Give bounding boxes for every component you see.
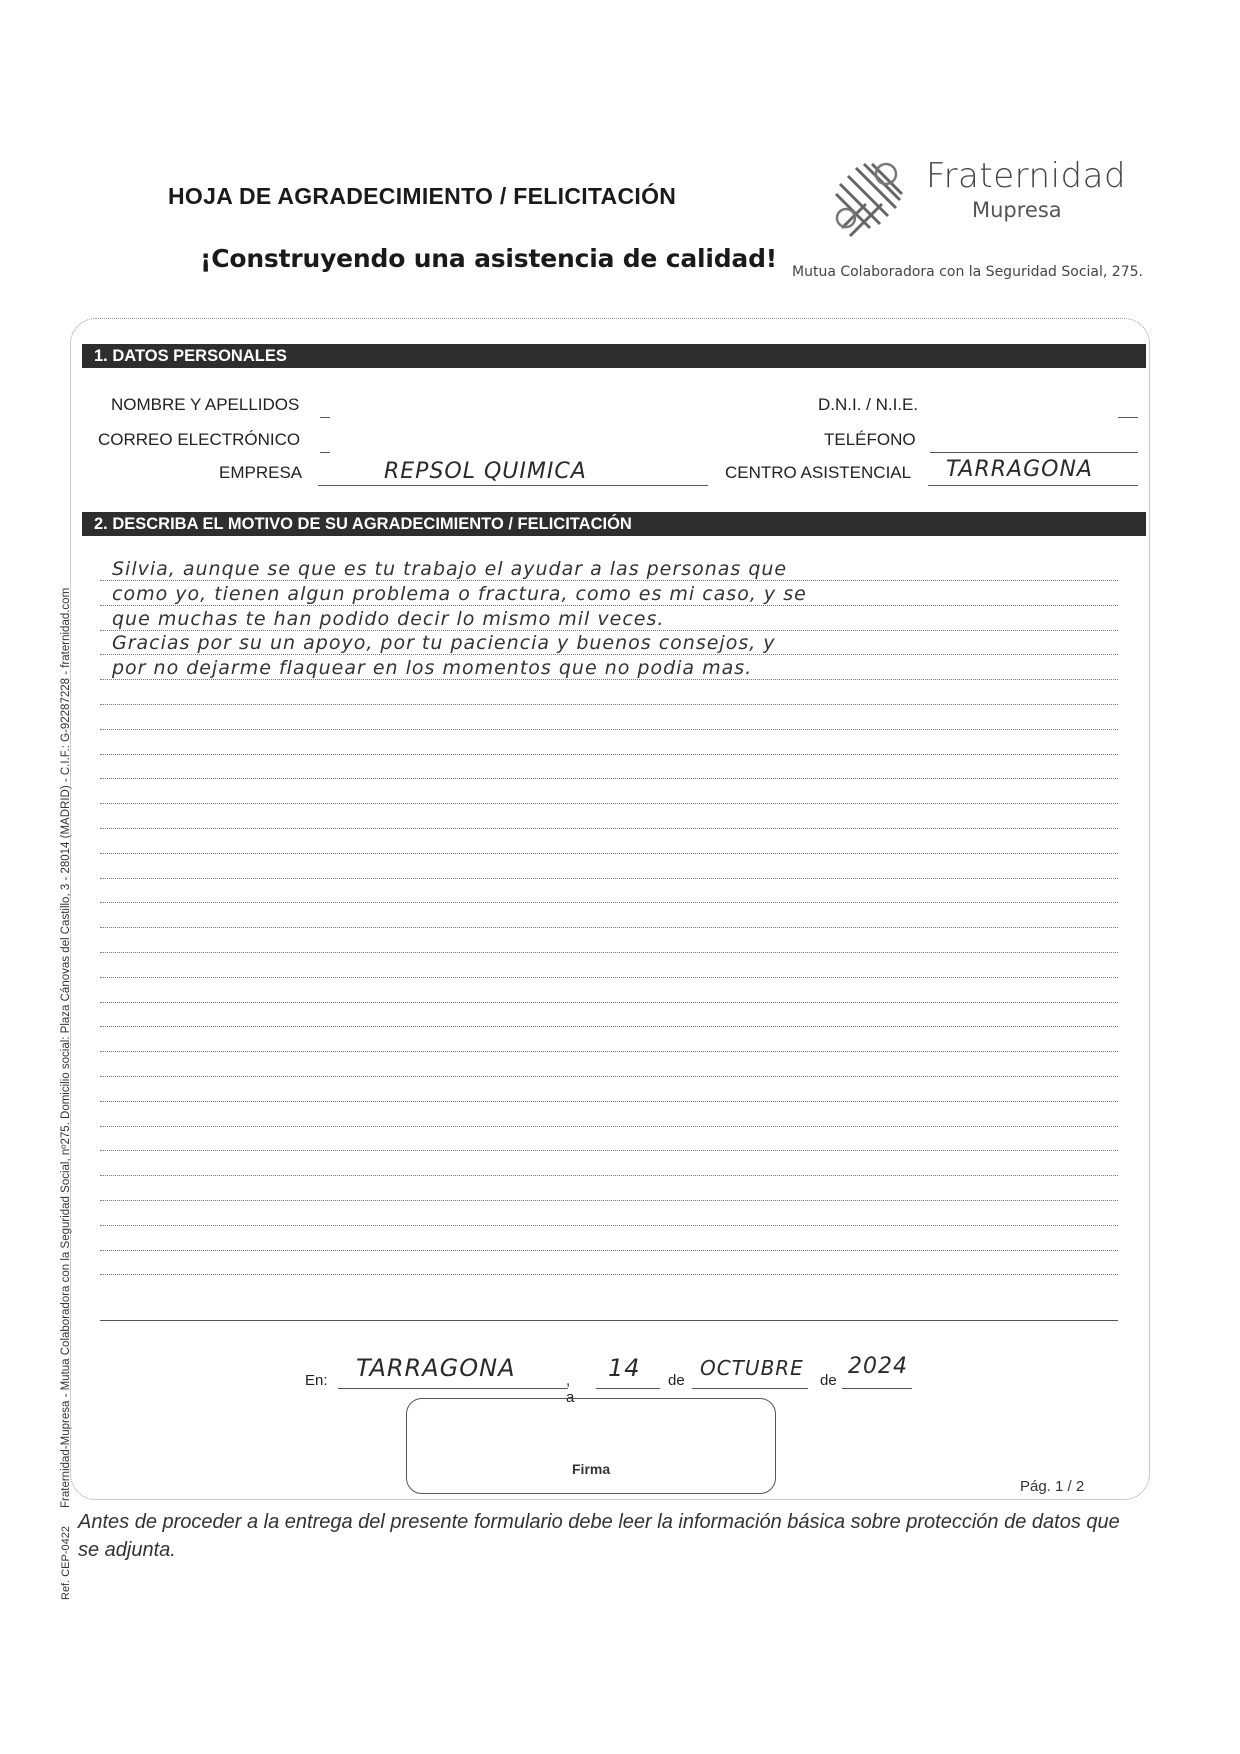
empresa-field[interactable] (318, 459, 708, 486)
page-number: Pág. 1 / 2 (1020, 1478, 1085, 1495)
ruled-line (100, 1051, 1118, 1052)
signature-box[interactable] (406, 1398, 776, 1494)
de1-label: de (668, 1372, 685, 1389)
day-value: 14 (608, 1354, 641, 1382)
handwritten-line: Gracias por su un apoyo, por tu paciencia y buenos consejos, y (112, 632, 776, 655)
ruled-line (100, 1200, 1118, 1201)
centro-field[interactable] (928, 457, 1138, 486)
telefono-field[interactable] (930, 430, 1138, 453)
logo-subname: Mupresa (972, 198, 1062, 222)
dni-label: D.N.I. / N.I.E. (818, 395, 919, 414)
ruled-line (100, 654, 1118, 655)
section2-heading: 2. DESCRIBA EL MOTIVO DE SU AGRADECIMIENTO / FELICITACIÓN (82, 512, 1146, 536)
ruled-line (100, 1225, 1118, 1226)
ruled-line (100, 902, 1118, 903)
form-title: HOJA DE AGRADECIMIENTO / FELICITACIÓN (168, 183, 677, 209)
dni-field[interactable] (1118, 395, 1138, 418)
ruled-line (100, 704, 1118, 705)
ruled-line (100, 1026, 1118, 1027)
ruled-line (100, 828, 1118, 829)
correo-field[interactable] (320, 430, 330, 453)
correo-label: CORREO ELECTRÓNICO (98, 430, 301, 449)
a-label: , a (566, 1372, 575, 1406)
handwritten-line: Silvia, aunque se que es tu trabajo el ayudar a las personas que (112, 558, 788, 580)
logo-name: Fraternidad (926, 156, 1127, 196)
ruled-line (100, 1076, 1118, 1077)
ruled-line (100, 580, 1118, 581)
ruled-line (100, 853, 1118, 854)
handwritten-line: como yo, tienen algun problema o fractura, como es mi caso, y se (112, 582, 807, 605)
city-value: TARRAGONA (356, 1354, 516, 1382)
ruled-line (100, 878, 1118, 879)
ruled-line (100, 1175, 1118, 1176)
year-value: 2024 (848, 1354, 908, 1379)
privacy-notice: Antes de proceder a la entrega del presente formulario debe leer la información básica sobre protección de datos que se adjunta. (78, 1511, 1120, 1561)
ruled-line (100, 803, 1118, 804)
section1-heading: 1. DATOS PERSONALES (82, 344, 1146, 368)
ruled-line (100, 679, 1118, 680)
ruled-line (100, 927, 1118, 928)
empresa-label: EMPRESA (219, 463, 303, 482)
handwritten-line: por no dejarme flaquear en los momentos que no podia mas. (112, 657, 753, 680)
month-field[interactable] (692, 1388, 808, 1389)
ruled-end-line (100, 1320, 1118, 1321)
mutua-text: Mutua Colaboradora con la Seguridad Social, 275. (792, 264, 1143, 280)
year-field[interactable] (842, 1388, 912, 1389)
nombre-label: NOMBRE Y APELLIDOS (111, 395, 300, 414)
en-label: En: (305, 1372, 328, 1389)
empresa-value: REPSOL QUIMICA (384, 459, 587, 484)
firma-label: Firma (572, 1461, 611, 1477)
fraternidad-logo-icon (826, 160, 921, 240)
centro-value: TARRAGONA (946, 457, 1093, 482)
ruled-line (100, 1101, 1118, 1102)
ruled-line (100, 1126, 1118, 1127)
ruled-line (100, 754, 1118, 755)
handwritten-line: que muchas te han podido decir lo mismo mil veces. (112, 607, 665, 630)
de2-label: de (820, 1372, 837, 1389)
brand-logo (826, 156, 1127, 240)
ruled-line (100, 1150, 1118, 1151)
form-frame (70, 318, 1150, 1500)
nombre-field[interactable] (320, 395, 330, 418)
telefono-label: TELÉFONO (824, 430, 916, 449)
ruled-line (100, 605, 1118, 606)
ruled-line (100, 729, 1118, 730)
ruled-line (100, 977, 1118, 978)
city-field[interactable] (338, 1388, 568, 1389)
centro-label: CENTRO ASISTENCIAL (725, 463, 912, 482)
form-subtitle: ¡Construyendo una asistencia de calidad! (200, 244, 777, 273)
ruled-line (100, 1250, 1118, 1251)
day-field[interactable] (596, 1388, 660, 1389)
ruled-line (100, 1274, 1118, 1275)
ruled-line (100, 778, 1118, 779)
ruled-line (100, 952, 1118, 953)
month-value: OCTUBRE (700, 1356, 804, 1380)
ruled-line (100, 630, 1118, 631)
ruled-line (100, 1002, 1118, 1003)
reference-code: Ref. CEP-0422 (60, 1526, 72, 1600)
legal-sidebar-text: Fraternidad-Mupresa - Mutua Colaboradora con la Seguridad Social, nº275. Domicilio social: Plaza Cánovas del Castillo, 3 - 28014 (MADRID) - C.I.F.: G-92287228 - fraternidad.com (60, 587, 72, 1508)
